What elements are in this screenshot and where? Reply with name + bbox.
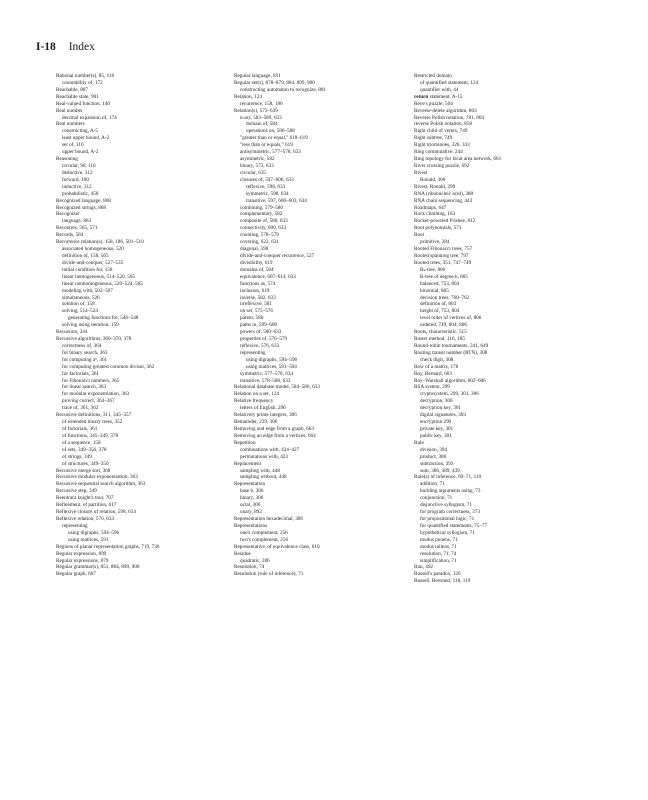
- index-subentry: quantifier with, 44: [420, 86, 459, 93]
- index-subentry: circular, 635: [240, 169, 267, 176]
- index-entry: RNA (ribonucleic acid), 388: [414, 190, 474, 197]
- index-entry: Rooted Fibonacci trees, 757: [414, 246, 473, 253]
- index-entry: Records, 584: [56, 232, 84, 239]
- index-subentry: complementary, 582: [240, 211, 283, 218]
- index-subentry: subtraction, 393: [420, 460, 454, 467]
- index-subentry: Ronald, 300: [420, 176, 446, 183]
- index-subentry: associated homogeneous, 520: [62, 246, 124, 253]
- index-subentry: two's complement, 256: [240, 536, 289, 543]
- index-entry: Recursive modular exponentiation, 363: [56, 474, 138, 481]
- index-subentry: combining, 579–580: [240, 204, 283, 211]
- index-subentry: simplification, 71: [420, 557, 457, 564]
- page-title: Index: [68, 41, 95, 53]
- index-entry: Recontres, 565, 571: [56, 225, 98, 232]
- index-subentry: of extended binary trees, 352: [62, 419, 123, 426]
- index-subentry: diagonal, 598: [240, 246, 269, 253]
- index-subentry: language, 863: [62, 218, 92, 225]
- index-entry: Regular expressions, 879: [56, 557, 109, 564]
- index-subentry: representing: [240, 349, 266, 356]
- index-subentry: level order of vertices of, 806: [420, 315, 482, 322]
- index-subentry: equivalence, 607–614, 633: [240, 273, 296, 280]
- index-entry: Regular language, 851: [234, 73, 281, 79]
- index-subentry: countability of, 172: [62, 79, 103, 86]
- index-entry: Recursive step, 349: [56, 488, 97, 495]
- index-subentry: combinations with, 424–427: [240, 446, 300, 453]
- index-entry: Recursive definitions, 311, 345–357: [56, 412, 132, 419]
- index-subentry: reflexive, 576, 633: [240, 342, 280, 349]
- index-subentry: generating functions for, 546–548: [68, 315, 139, 322]
- index-entry: Russell, Bertrand, 118, 119: [414, 578, 471, 585]
- index-entry: Roots, characteristic, 515: [414, 329, 467, 336]
- index-subentry: digital signatures, 303: [420, 412, 466, 419]
- index-subentry: hypothetical syllogism, 71: [420, 529, 475, 536]
- index-subentry: asymmetric, 582: [240, 156, 275, 163]
- index-subentry: covering, 623, 631: [240, 239, 279, 246]
- index-subentry: linear nonhomogeneous, 520–524, 565: [62, 280, 143, 287]
- index-subentry: powers of, 580–633: [240, 329, 282, 336]
- index-subentry: connectivity, 600, 633: [240, 225, 287, 232]
- index-subentry: using digraphs, 594–596: [246, 356, 298, 363]
- index-subentry: upper bound, A-2: [62, 149, 99, 156]
- index-subentry: ordered, 749, 804, 806: [420, 322, 467, 329]
- index-subentry: one's complement, 256: [240, 529, 288, 536]
- index-subentry: constructing automaton to recognize, 881: [240, 86, 327, 93]
- index-entry: Restricted domain: [414, 73, 452, 79]
- page-number: I-18: [36, 41, 56, 53]
- index-entry: Rocket-powered Frisbee, 812: [414, 218, 476, 225]
- index-subentry: letters of English, 296: [240, 405, 286, 412]
- page-header: [36, 40, 95, 54]
- index-subentry: modus tollens, 71: [420, 543, 457, 550]
- index-entry: Regular grammar(s), 851, 884, 899, 900: [56, 564, 140, 571]
- index-entry: Root polynomials, 571: [414, 225, 462, 232]
- index-subentry: of factorials, 361: [62, 426, 98, 433]
- index-subentry: height of, 753, 804: [420, 308, 460, 315]
- index-subentry: encryption 299: [420, 419, 452, 426]
- index-entry: Round-robin tournaments, 341, 649: [414, 342, 489, 349]
- index-subentry: recurrence, 158, 186: [240, 100, 283, 107]
- index-subentry: for binary search, 363: [62, 349, 108, 356]
- index-entry: Refinement, of partition, 617: [56, 502, 117, 509]
- index-subentry: binary, 573, 633: [240, 162, 274, 169]
- index-subentry: set of, 116: [62, 142, 84, 149]
- index-subentry: domain of, 584: [246, 121, 278, 128]
- index-entry: Resolution (rule of inference), 71: [234, 571, 304, 578]
- index-subentry: binary, 306: [240, 495, 264, 502]
- index-entry: Removing and edge from a graph, 663: [234, 426, 314, 433]
- index-subentry: for factorials, 361: [62, 370, 100, 377]
- index-subentry: for program correctness, 373: [420, 509, 480, 516]
- index-subentry: definition of, 158, 565: [62, 252, 109, 259]
- index-entry: Roy, Bernard, 603: [414, 370, 452, 377]
- index-entry: Removing an edge from a vertices, 664: [234, 432, 316, 439]
- index-entry: Residue: [234, 550, 251, 557]
- index-subentry: of a sequence, 158: [62, 439, 101, 446]
- index-subentry: binomial, 805: [420, 287, 449, 294]
- index-entry: Reverse Polish notation, 781, 804: [414, 114, 485, 121]
- index-entry: Rivest, Ronald, 299: [414, 183, 456, 190]
- index-subentry: public key, 301: [420, 432, 452, 439]
- index-subentry: trace of, 361, 362: [62, 405, 99, 412]
- index-entry: reverse Polish notation, 858: [414, 121, 472, 128]
- index-subentry: representing: [62, 522, 88, 529]
- index-subentry: permutations with, 423: [240, 453, 288, 460]
- index-subentry: of functions, 345–349, 378: [62, 432, 119, 439]
- index-entry: Row of a matrix, 178: [414, 363, 459, 370]
- index-entry: Relation(s), 573–639: [234, 107, 278, 114]
- index-subentry: probabilistic, 450: [62, 190, 99, 197]
- index-subentry: of structures, 349–356: [62, 460, 109, 467]
- index-subentry: sampling without, 448: [240, 474, 287, 481]
- index-subentry: modeling with, 502–507: [62, 287, 113, 294]
- index-entry: Roy–Warshall algorithm, 603–606: [414, 377, 486, 384]
- index-entry: Reflexive relation, 576, 633: [56, 516, 115, 522]
- index-subentry: least upper bound, A-2: [62, 135, 110, 142]
- index-subentry: symmetric, 577–578, 634: [240, 370, 294, 377]
- index-subentry: domains of, 584: [240, 266, 274, 273]
- index-entry: Relational database model, 584–586, 633: [234, 384, 320, 391]
- index-entry: Rooted trees, 351, 747–749: [414, 259, 472, 266]
- index-subentry: sampling with, 448: [240, 467, 280, 474]
- index-entry: Representation hexadecimal, 306: [234, 516, 303, 522]
- index-subentry: of sets, 349–356, 378: [62, 446, 107, 453]
- index-subentry: transitive, 597, 600–603, 634: [246, 197, 307, 204]
- index-subentry: "greater than or equal," 618–619: [240, 135, 308, 142]
- index-subentry: quadratic, 286: [240, 557, 270, 564]
- index-subentry: for computing aⁿ, 361: [62, 356, 108, 363]
- index-subentry: addition, 71: [420, 481, 445, 488]
- index-subentry: decimal expansion of, 174: [62, 114, 117, 121]
- index-subentry: inductive, 312: [62, 183, 92, 190]
- index-subentry: antisymmetric, 577–578, 633: [240, 149, 301, 156]
- index-subentry: divisibility, 619: [240, 259, 273, 266]
- index-entry: Representations: [234, 522, 268, 529]
- index-subentry: circular, 90, 110: [62, 162, 96, 169]
- index-subentry: product, 386: [420, 453, 447, 460]
- index-subentry: inclusion, 619: [240, 287, 270, 294]
- index-subentry: base b, 306: [240, 488, 264, 495]
- index-entry: Reentrant knight's tour, 707: [56, 495, 114, 502]
- index-subentry: resolution, 71, 74: [420, 550, 457, 557]
- index-entry: Regular expression, 899: [56, 550, 107, 557]
- index-subentry: disjunctive syllogism, 71: [420, 502, 473, 509]
- index-subentry: for Fibonacci numbers, 365: [62, 377, 120, 384]
- index-entry: Ring commutative, 244: [414, 149, 463, 156]
- index-subentry: for computing greatest common divisor, 362: [62, 363, 155, 370]
- index-subentry: for modular exponentiation, 363: [62, 391, 130, 398]
- index-subentry: conjunction, 71: [420, 495, 453, 502]
- index-entry: Root: [414, 232, 425, 239]
- index-subentry: for linear search, 363: [62, 384, 107, 391]
- index-subentry: solving using iteration, 159: [62, 322, 119, 329]
- index-subentry: check digit, 308: [420, 356, 454, 363]
- index-subentry: definition of, 803: [420, 301, 457, 308]
- index-entry: Recursive sequential search algorithm, 363: [56, 481, 146, 488]
- index-entry: Regions of planar representation graphs, 719, 736: [56, 543, 160, 550]
- index-column-3: [414, 73, 614, 585]
- index-subentry: decryption, 300: [420, 398, 453, 405]
- index-entry: Relation, 124: [234, 93, 262, 100]
- index-entry: Resolution, 74: [234, 564, 265, 571]
- index-subentry: using digraphs, 594–596: [68, 529, 120, 536]
- index-subentry: correctness of, 364: [62, 342, 102, 349]
- index-subentry: for quantified statements, 75–77: [420, 522, 488, 529]
- index-subentry: sum, 386, 389, 439: [420, 467, 460, 474]
- index-entry: Recurrence relation(s), 158, 186, 501–510: [56, 239, 144, 246]
- index-subentry: private key, 301: [420, 426, 454, 433]
- index-entry: Reverse-delete algorithm, 803: [414, 107, 477, 114]
- index-entry: Reve's puzzle, 504: [414, 100, 453, 107]
- index-subentry: primitive, 284: [420, 239, 450, 246]
- index-entry: Rule(s) of inference, 69–71, 110: [414, 474, 482, 481]
- index-subentry: using matrices, 591: [68, 536, 109, 543]
- index-entry: RNA chain sequencing, 443: [414, 197, 473, 204]
- index-subentry: balanced, 753, 804: [420, 280, 460, 287]
- index-subentry: "less than or equals," 619: [240, 142, 293, 149]
- index-entry: Right child of vertex, 749: [414, 128, 468, 135]
- index-entry: Rule: [414, 439, 424, 446]
- index-subentry: initial condition for, 158: [62, 266, 113, 273]
- index-subentry: B-tree of degree k, 805: [420, 273, 468, 280]
- index-subentry: of quantified statement, 124: [420, 79, 479, 86]
- index-subentry: solution of, 158: [62, 301, 95, 308]
- index-entry: Real numbers: [56, 121, 85, 128]
- index-entry: Reasoning: [56, 156, 78, 163]
- index-entry: Reflexive closure of relation, 598, 634: [56, 509, 136, 516]
- index-subentry: symmetric, 598, 634: [246, 190, 289, 197]
- index-entry: Regular set(s), 878–879, 884, 899, 900: [234, 79, 315, 86]
- index-subentry: building arguments using, 73: [420, 488, 481, 495]
- index-subentry: Bₖ-tree, 806: [420, 266, 446, 273]
- index-entry: Real number: [56, 107, 83, 114]
- index-subentry: closures of, 597–606, 633: [240, 176, 294, 183]
- index-subentry: constructing, A-5: [62, 128, 99, 135]
- index-subentry: proving correct, 364–367: [62, 398, 115, 405]
- index-subentry: simultaneous, 526: [62, 294, 100, 301]
- index-entry: Real-valued function, 140: [56, 100, 111, 107]
- index-entry: Rock climbing, 163: [414, 211, 456, 218]
- index-entry: Relation on a set, 124: [234, 391, 280, 398]
- index-entry: Ring topology for local area network, 661: [414, 156, 502, 163]
- index-entry: Recursive algorithms, 360–370, 378: [56, 336, 132, 343]
- index-entry: Rivest: [414, 169, 428, 176]
- index-entry: Regular graph, 667: [56, 571, 96, 578]
- index-subentry: octal, 306: [240, 502, 261, 509]
- index-entry: Relatively prime integers, 306: [234, 412, 297, 419]
- index-subentry: decryption key, 301: [420, 405, 462, 412]
- index-subentry: n-ary, 583–589, 633: [240, 114, 282, 121]
- index-entry: Recognizer: [56, 211, 80, 218]
- index-subentry: transitive, 578–580, 633: [240, 377, 291, 384]
- index-entry: Roadmaps, 647: [414, 204, 447, 211]
- index-entry: Russell's paradox, 126: [414, 571, 461, 578]
- index-entry: Roster method, 116, 185: [414, 336, 465, 343]
- index-subentry: solving, 514–524: [62, 308, 99, 315]
- index-entry: Recognized language, 868: [56, 197, 111, 204]
- index-entry: Rooted spanning tree, 797: [414, 252, 469, 259]
- index-subentry: properties of, 576–579: [240, 336, 288, 343]
- index-entry: Routing transit number (RTN), 308: [414, 349, 488, 356]
- index-subentry: inverse, 582, 633: [240, 294, 276, 301]
- index-entry: Recursive merge sort, 368: [56, 467, 111, 474]
- index-subentry: composite of, 580, 633: [240, 218, 288, 225]
- index-entry: Relative frequency: [234, 398, 274, 405]
- index-entry: return statement, A-15: [414, 93, 463, 100]
- index-subentry: for propositional logic, 71: [420, 516, 475, 522]
- index-subentry: decision trees, 760–762: [420, 294, 470, 301]
- index-subentry: operations on, 586–588: [246, 128, 295, 135]
- index-subentry: deductive, 312: [62, 169, 93, 176]
- index-entry: Rational number(s), 85, 116: [56, 73, 115, 79]
- index-entry: Representative, of equivalence class, 610: [234, 543, 320, 550]
- index-subentry: of strings, 349: [62, 453, 92, 460]
- index-entry: Right subtree, 749: [414, 135, 453, 142]
- index-entry: Representation: [234, 481, 266, 488]
- index-entry: Right triominoes, 326, 333: [414, 142, 470, 149]
- index-entry: Recognized strings, 868: [56, 204, 106, 211]
- index-entry: RSA system, 299: [414, 384, 450, 391]
- index-entry: Reachable, 807: [56, 86, 88, 93]
- index-entry: Remainder, 239, 306: [234, 419, 278, 426]
- index-subentry: reflexive, 598, 633: [246, 183, 286, 190]
- index-subentry: divide-and-conquer recurrence, 527: [240, 252, 315, 259]
- index-subentry: unary, 892: [240, 509, 262, 516]
- index-column-1: [56, 73, 226, 578]
- index-subentry: cryptosystem, 299, 301, 306: [420, 391, 479, 398]
- index-subentry: using matrices, 591–594: [246, 363, 297, 370]
- index-subentry: counting, 578–579: [240, 232, 279, 239]
- index-subentry: parent, 580: [240, 315, 264, 322]
- index-entry: Recursion, 344: [56, 329, 88, 336]
- index-subentry: forward, 100: [62, 176, 89, 183]
- index-subentry: modus ponens, 71: [420, 536, 458, 543]
- index-entry: Run, 492: [414, 564, 434, 571]
- index-subentry: divide-and-conquer, 527–535: [62, 259, 124, 266]
- index-subentry: division, 394: [420, 446, 448, 453]
- index-subentry: linear homogeneous, 514–520, 565: [62, 273, 136, 280]
- index-subentry: irreflexive, 581: [240, 301, 272, 308]
- index-subentry: paths in, 599–600: [240, 322, 278, 329]
- index-entry: Reachable state, 901: [56, 93, 99, 100]
- index-entry: Replacement: [234, 460, 262, 467]
- index-subentry: functions as, 574: [240, 280, 276, 287]
- index-column-2: [234, 73, 404, 578]
- index-entry: River crossing puzzle, 692: [414, 162, 470, 169]
- index-entry: Repetition: [234, 439, 256, 446]
- index-subentry: on set, 575–576: [240, 308, 273, 315]
